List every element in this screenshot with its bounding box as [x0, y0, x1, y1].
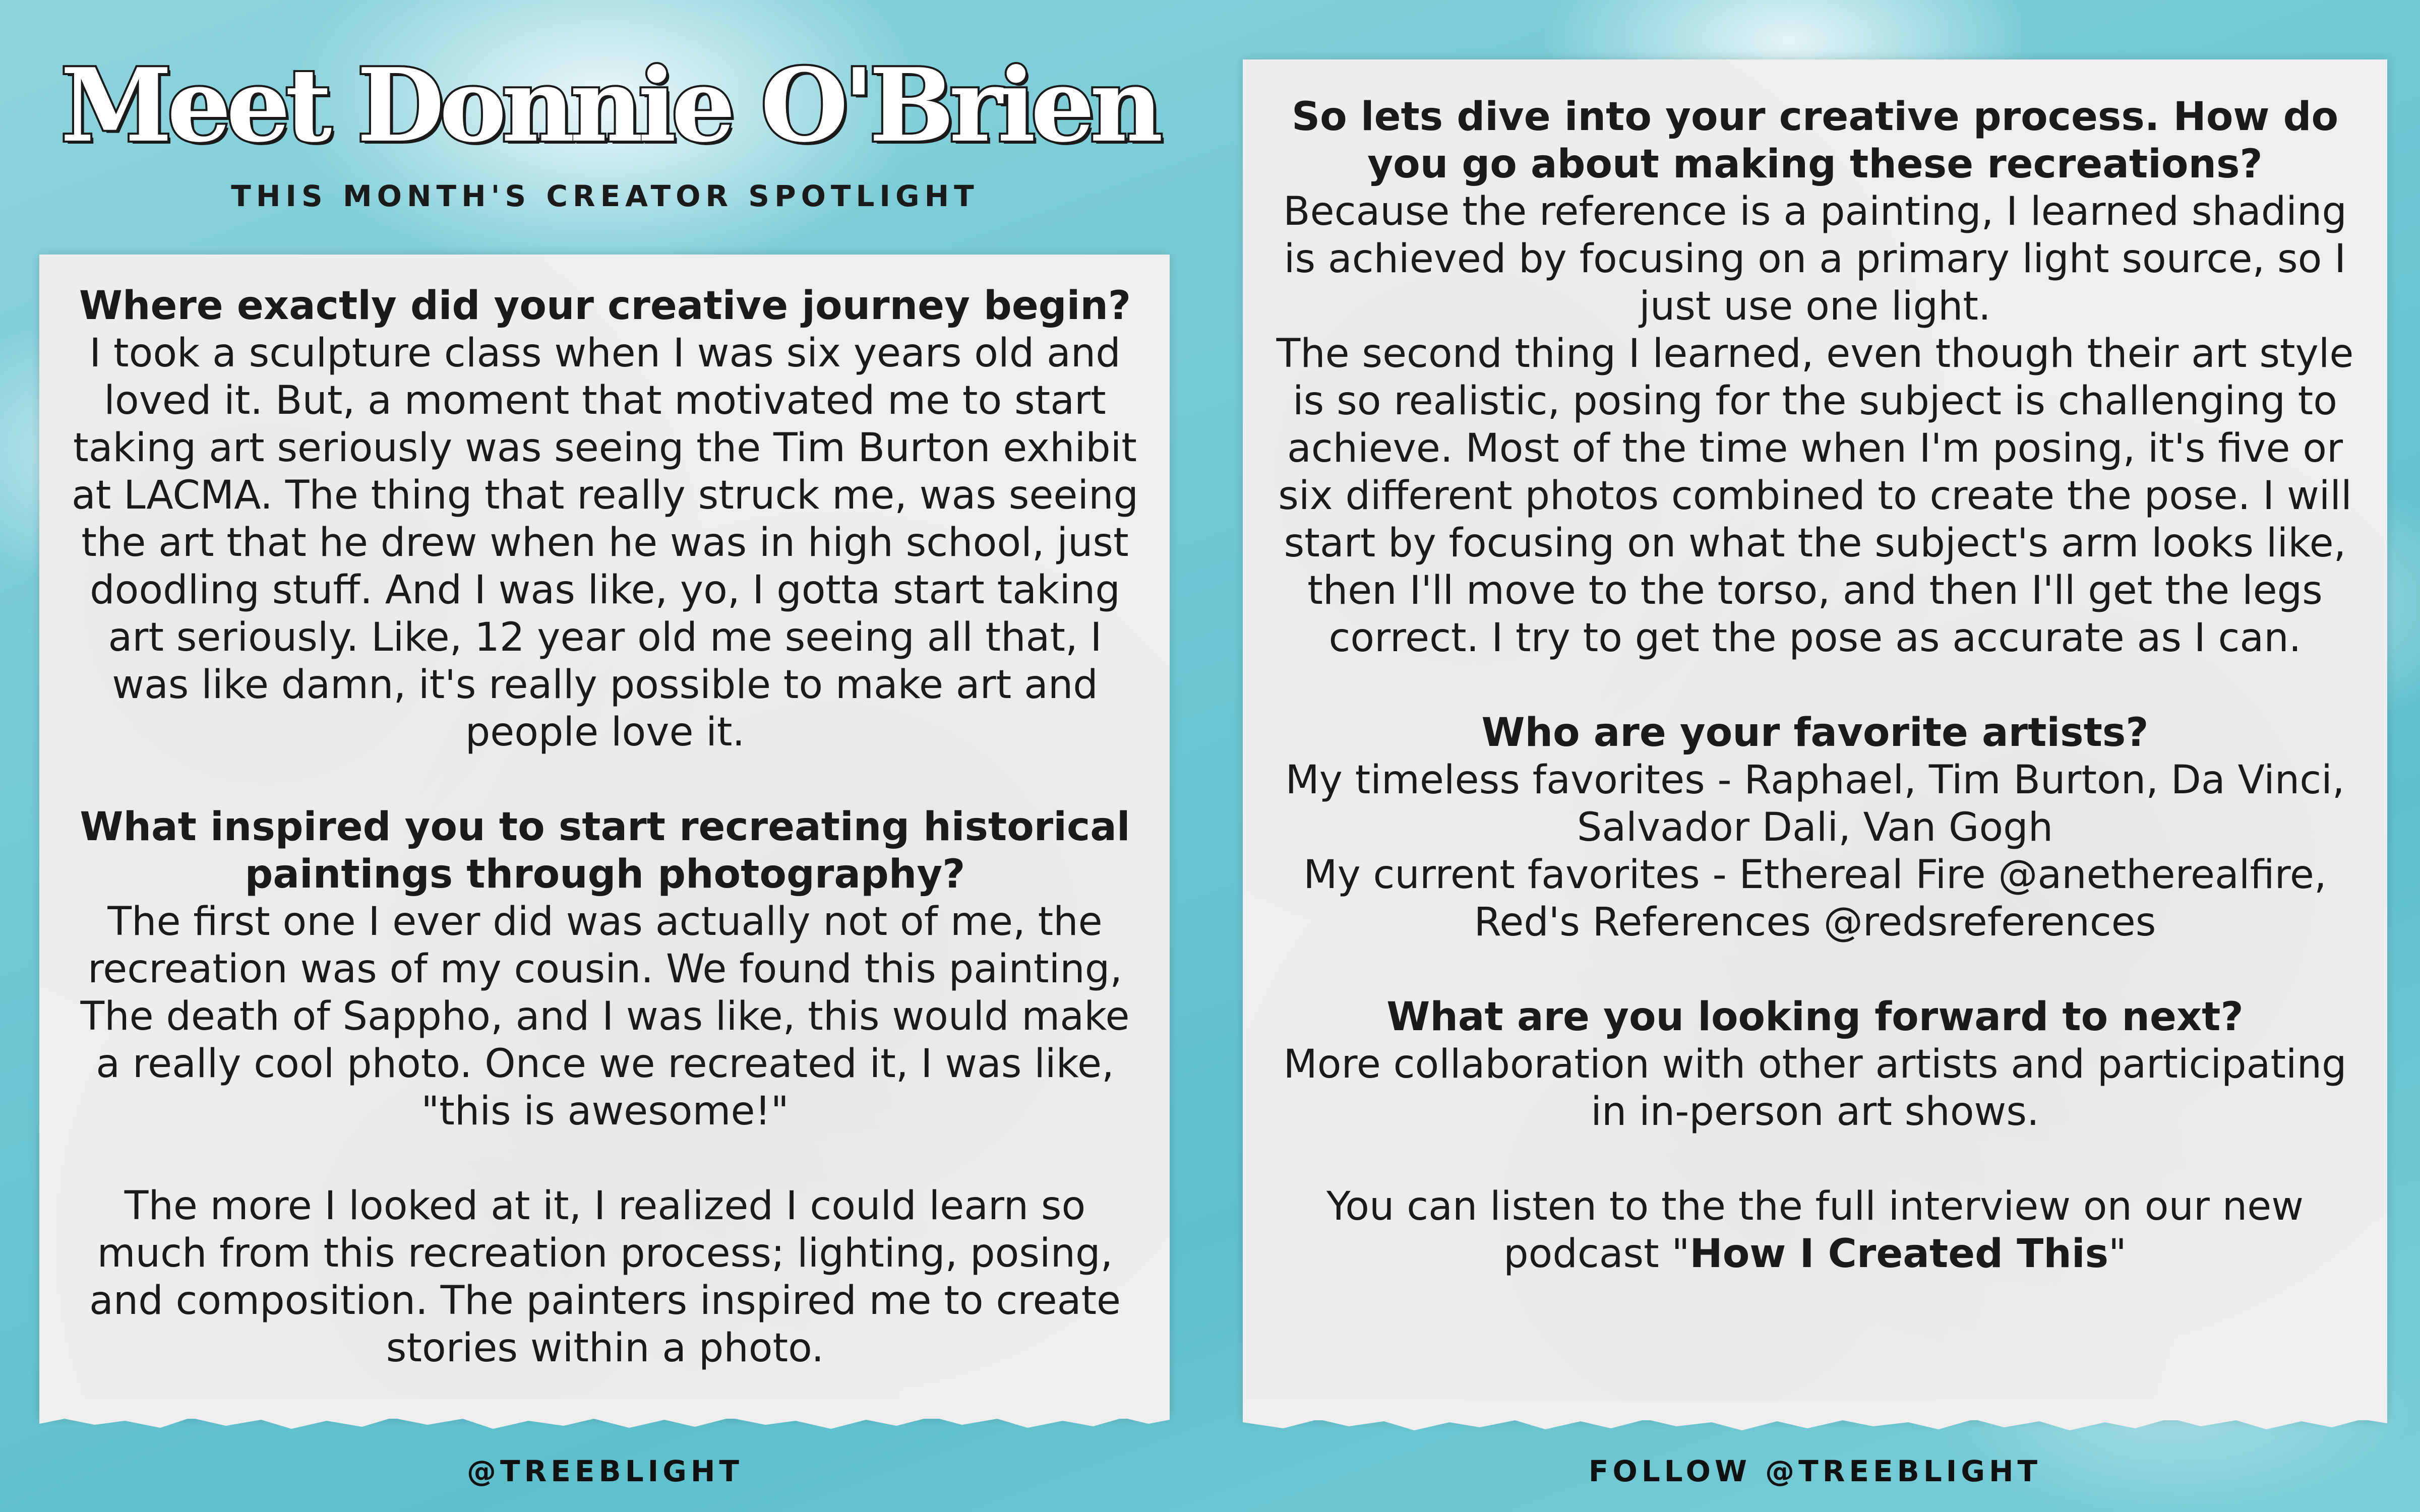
spacer	[1270, 662, 2360, 709]
closing-note	[1270, 1183, 2360, 1278]
question-favorite-artists: Who are your favorite artists?	[1481, 710, 2149, 755]
answer-timeless-favorites: My timeless favorites - Raphael, Tim Burton, Da Vinci, Salvador Dali, Van Gogh	[1285, 758, 2345, 850]
torn-edge-left	[39, 1399, 1170, 1439]
question-journey: Where exactly did your creative journey begin?	[79, 283, 1131, 329]
footer-handle-left: @TREEBLIGHT	[467, 1454, 743, 1488]
answer-current-favorites: My current favorites - Ethereal Fire @anetherealfire, Red's References @redsreferences	[1303, 852, 2327, 945]
answer-process-lighting: Because the reference is a painting, I learned shading is achieved by focusing on a primary light source, so I just use one light.	[1283, 189, 2347, 329]
closing-prefix: You can listen to the the full interview on our new podcast "	[1326, 1184, 2304, 1277]
question-inspiration: What inspired you to start recreating historical paintings through photography?	[80, 804, 1130, 897]
page-title: Meet Donnie O'Brien	[60, 46, 1158, 165]
spacer	[71, 756, 1139, 803]
answer-next: More collaboration with other artists and participating in in-person art shows.	[1283, 1042, 2347, 1135]
closing-suffix: "	[2108, 1231, 2127, 1277]
torn-edge-right	[1243, 1400, 2387, 1440]
spacer	[1270, 1136, 2360, 1183]
footer-handle-right: FOLLOW @TREEBLIGHT	[1588, 1454, 2042, 1488]
question-next: What are you looking forward to next?	[1386, 994, 2244, 1040]
spacer	[71, 1135, 1139, 1182]
left-interview-text	[71, 282, 1139, 1372]
right-interview-text	[1270, 93, 2360, 1278]
spacer	[1270, 946, 2360, 993]
podcast-name: How I Created This	[1689, 1231, 2108, 1277]
question-process: So lets dive into your creative process. How do you go about making these recreations?	[1291, 94, 2339, 187]
answer-journey: I took a sculpture class when I was six years old and loved it. But, a moment that motivated me to start taking art seriously was seeing the Tim Burton exhibit at LACMA. The thing that really struck me, was seeing the art that he drew when he was in high school, just doodling stuff. And I was like, yo, I gotta start taking art seriously. Like, 12 year old me seeing all that, I was like damn, it's really possible to make art and people love it.	[71, 331, 1139, 755]
page-subtitle: THIS MONTH'S CREATOR SPOTLIGHT	[231, 179, 979, 213]
answer-inspiration: The first one I ever did was actually not of me, the recreation was of my cousin. We found this painting, The death of Sappho, and I was like, this would make a really cool photo. Once we recreated it, I was like, "this is awesome!"	[80, 899, 1130, 1134]
answer-inspiration-continued: The more I looked at it, I realized I could learn so much from this recreation process; lighting, posing, and composition. The painters inspired me to create stories within a photo.	[89, 1183, 1121, 1371]
answer-process-posing: The second thing I learned, even though their art style is so realistic, posing for the subject is challenging to achieve. Most of the time when I'm posing, it's five or six different photos combined to create the pose. I will start by focusing on what the subject's arm looks like, then I'll move to the torso, and then I'll get the legs correct. I try to get the pose as accurate as I can.	[1276, 331, 2354, 661]
